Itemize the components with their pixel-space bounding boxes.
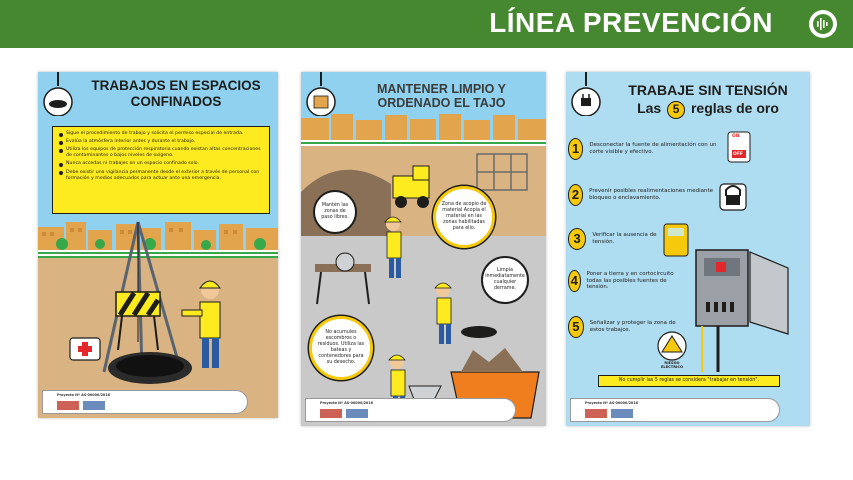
- bullet-item: Sigue el procedimiento de trabajo y solicita el permiso especial de entrada.: [59, 131, 263, 137]
- rule-number: 4: [568, 270, 581, 292]
- poster-title-line1: TRABAJE SIN TENSIÓN: [628, 82, 788, 98]
- foundation-logo: [57, 401, 79, 410]
- bullet-item: Nunca accedas ni trabajes en un espacio confinado solo.: [59, 161, 263, 167]
- rule-text: Desconectar la fuente de alimentación con un corte visible y efectivo.: [589, 142, 717, 155]
- poster-title-line1: TRABAJOS EN ESPACIOS: [91, 78, 261, 93]
- poster-title-line2: [606, 100, 810, 119]
- sound-wave-icon[interactable]: [809, 10, 837, 38]
- rule-row-4: [568, 270, 688, 292]
- poster-footer: [570, 398, 780, 422]
- bubble-waste: No acumules escombros o residuos. Utiliza las bateas y contenedores para su desecho.: [309, 316, 373, 380]
- rule-row-1: [568, 138, 718, 160]
- ministry-logo: [611, 409, 633, 418]
- rule-text: Prevenir posibles realimentaciones mediante bloqueo o enclavamiento.: [589, 188, 714, 201]
- bubble-clear-passage: Mantén las zonas de paso libres.: [313, 190, 357, 234]
- bricks-icon: [305, 72, 337, 116]
- bubble-clean-spill: Limpia inmediatamente cualquier derrame.: [481, 256, 529, 304]
- plug-icon: [570, 72, 602, 116]
- poster-clean-worksite[interactable]: [301, 72, 546, 426]
- header-bar: [0, 0, 853, 48]
- poster-confined-spaces[interactable]: [38, 72, 278, 418]
- rule-row-2: [568, 184, 718, 206]
- safety-bullet-list: [52, 126, 270, 214]
- rule-number: 1: [568, 138, 583, 160]
- page-title: LÍNEA PREVENCIÓN: [489, 7, 773, 38]
- rule-text: Poner a tierra y en cortocircuito todas las posibles fuentes de tensión.: [586, 270, 674, 291]
- rule-text: Verificar la ausencia de tensión.: [592, 232, 657, 245]
- poster-title-line2: ORDENADO EL TAJO: [377, 96, 506, 111]
- project-number: Proyecto Nº AS-00000/2016: [585, 401, 639, 405]
- poster-title-line2: CONFINADOS: [130, 93, 222, 109]
- hazard-label: RIESGO ELÉCTRICO: [660, 361, 684, 369]
- poster-title-line1: MANTENER LIMPIO Y: [377, 82, 506, 96]
- rule-number: 5: [568, 316, 584, 338]
- title-suffix: reglas de oro: [690, 100, 779, 116]
- foundation-logo: [320, 409, 342, 418]
- switch-off-label: OFF: [733, 152, 743, 157]
- switch-on-label: ON: [732, 134, 740, 139]
- bullet-item: Utiliza los equipos de protección respiratoria cuando existan altas concentraciones de contaminantes o bajos niveles de oxígeno.: [59, 147, 263, 159]
- sound-wave-icon-svg: [812, 13, 834, 35]
- confined-spaces-illustration: [38, 72, 278, 418]
- ministry-logo: [346, 409, 368, 418]
- manhole-icon: [42, 72, 74, 116]
- poster-footer: [305, 398, 516, 422]
- rule-number: 3: [568, 228, 586, 250]
- bubble-storage-zone: Zona de acopio de material Acopia el material en las zonas habilitadas para ello.: [433, 186, 495, 248]
- project-number: Proyecto Nº AS-00000/2016: [320, 401, 374, 405]
- foundation-logo: [585, 409, 607, 418]
- warning-bar: No cumplir las 5 reglas se considera "trabajar en tensión".: [598, 375, 780, 387]
- poster-title: [78, 78, 274, 109]
- title-number-badge: 5: [667, 101, 685, 119]
- poster-no-voltage[interactable]: [566, 72, 810, 426]
- title-prefix: Las: [637, 100, 662, 116]
- poster-title: [341, 82, 542, 111]
- ministry-logo: [83, 401, 105, 410]
- rule-row-3: [568, 228, 664, 250]
- rule-number: 2: [568, 184, 583, 206]
- project-number: Proyecto Nº AS-00000/2016: [57, 393, 111, 397]
- poster-footer: [42, 390, 248, 414]
- rule-text: Señalizar y proteger la zona de estos trabajos.: [589, 320, 676, 333]
- bullet-item: Evalúa la atmósfera interior antes y durante el trabajo.: [59, 139, 263, 145]
- rule-row-5: [568, 316, 678, 338]
- bullet-item: Debe existir una vigilancia permanente desde el exterior a través de personal con formación y medios adecuados para actuar ante una emergencia.: [59, 170, 263, 182]
